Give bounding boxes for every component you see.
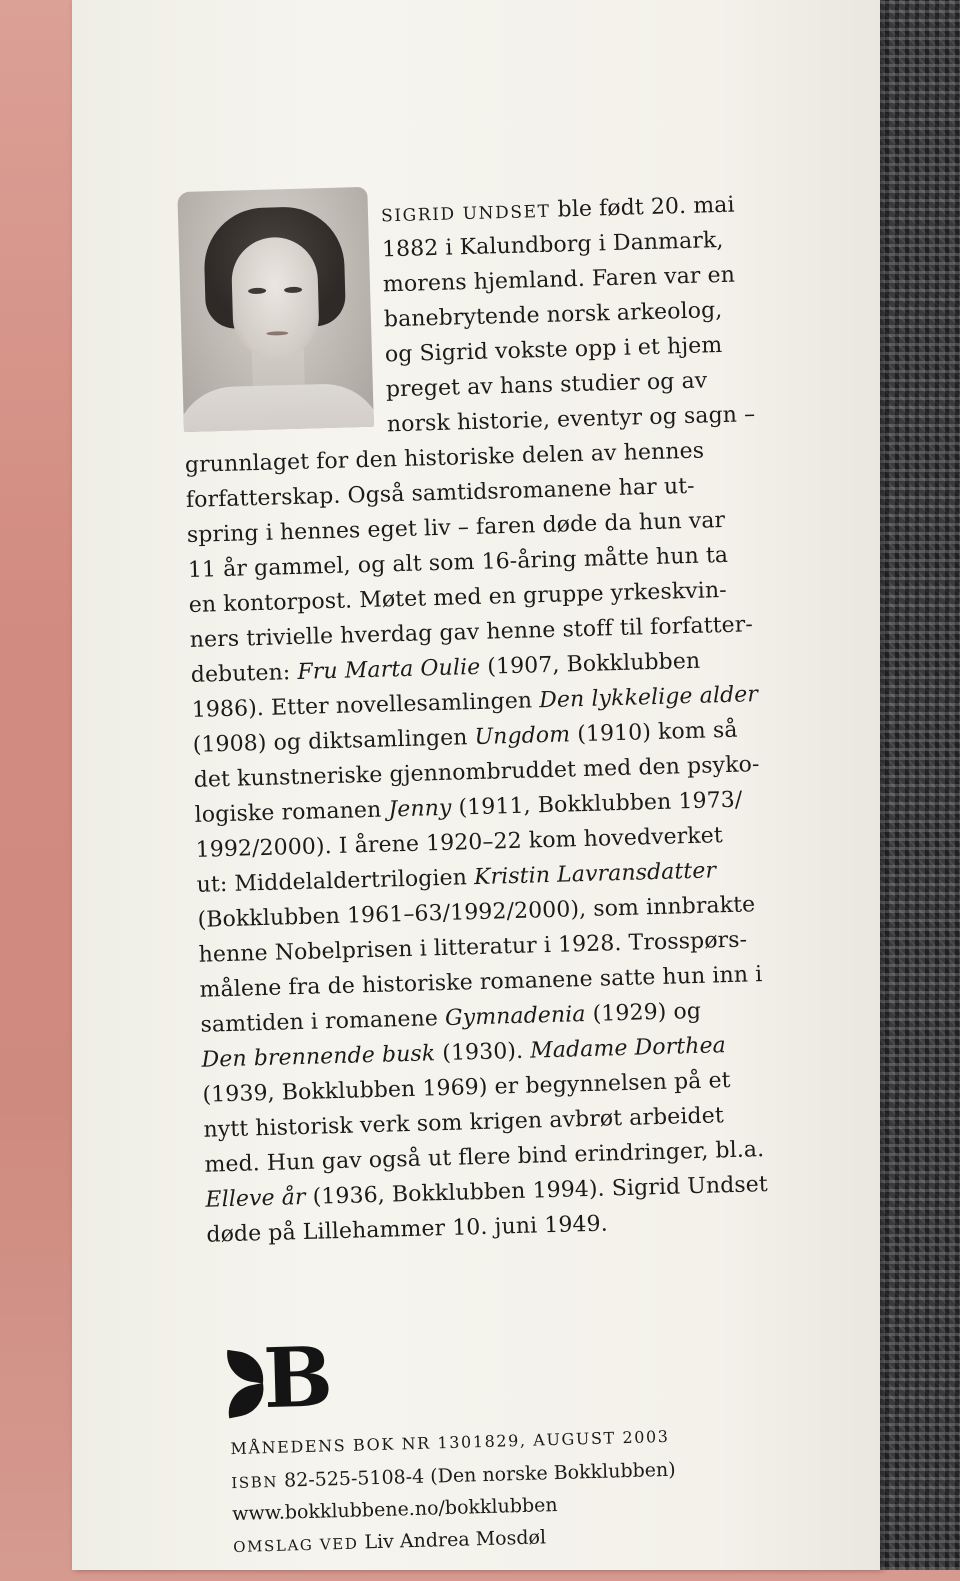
author-name: SIGRID UNDSET (380, 201, 551, 227)
bio-text: 1986). Etter novellesamlingen (191, 688, 540, 723)
logo-leaf-icon (223, 1350, 267, 1384)
bio-line-29 (205, 1172, 768, 1213)
logo-leaf-icon (224, 1383, 269, 1418)
author-portrait (177, 187, 374, 432)
isbn-line (231, 1459, 676, 1493)
book-number: MÅNEDENS BOK NR 1301829, AUGUST 2003 (230, 1426, 670, 1459)
bio-text: (1929) og (585, 998, 702, 1028)
website-url: www.bokklubbene.no/bokklubben (231, 1494, 558, 1526)
isbn-label: ISBN (231, 1472, 279, 1493)
bio-line-28: med. Hun gav også ut flere bind erindringer, bl.a. (204, 1137, 765, 1178)
bio-line-2: 1882 i Kalundborg i Danmark, (381, 227, 724, 263)
bio-line-5: og Sigrid vokste opp i et hjem (384, 332, 723, 368)
cover-artist: Liv Andrea Mosdøl (358, 1526, 547, 1554)
book-title: Madame Dorthea (529, 1033, 727, 1064)
bio-line-6: preget av hans studier og av (385, 368, 708, 403)
bio-line-1 (381, 193, 735, 228)
bio-text: (1936, Bokklubben 1994). Sigrid Undset (305, 1172, 769, 1210)
book-title: Fru Marta Oulie (297, 654, 481, 685)
bio-line-15 (191, 682, 758, 723)
bio-text: (1908) og diktsamlingen (192, 725, 475, 758)
book-title: Kristin Lavransdatter (473, 858, 717, 891)
bokklubben-logo (225, 1329, 335, 1428)
bio-line-14 (190, 649, 700, 688)
bio-line-4: banebrytende norsk arkeolog, (383, 297, 723, 333)
portrait-face (231, 236, 320, 358)
bio-text: samtiden i romanene (200, 1005, 446, 1038)
bio-line-9: forfatterskap. Også samtidsromanene har ut- (185, 473, 695, 513)
bio-line-25 (201, 1033, 726, 1073)
bio-line-8: grunnlaget for den historiske delen av hennes (184, 438, 705, 478)
book-title: Gymnadenia (444, 1002, 586, 1031)
bio-line-7: norsk historie, eventyr og sagn – (386, 402, 756, 438)
bio-text: ut: Middelaldertrilogien (196, 865, 475, 898)
bio-line-3: morens hjemland. Faren var en (382, 262, 736, 298)
bio-text: logiske romanen (194, 797, 389, 828)
book-title: Den lykkelige alder (538, 682, 759, 714)
bio-text: (1911, Bokklubben 1973/ (451, 787, 743, 821)
bio-line-21: (Bokklubben 1961–63/1992/2000), som innbrakte (197, 892, 756, 933)
flap-content (50, 0, 902, 1581)
bio-text: (1907, Bokklubben (479, 648, 701, 680)
bio-line-17: det kunstneriske gjennombruddet med den psyko- (193, 752, 760, 793)
book-title: Den brennende busk (201, 1041, 436, 1073)
bio-line-24 (200, 999, 701, 1038)
book-title: Elleve år (205, 1184, 306, 1213)
bio-text: debuten: (190, 659, 298, 688)
bio-line-22: henne Nobelprisen i litteratur i 1928. Trosspørs- (198, 927, 748, 968)
bio-line-16 (192, 718, 737, 758)
cover-credit (233, 1526, 546, 1557)
isbn-value: 82-525-5108-4 (Den norske Bokklubben) (277, 1458, 676, 1492)
bio-line-10: spring i hennes eget liv – faren døde da hun var (186, 507, 726, 548)
portrait-shoulders (177, 382, 374, 432)
bio-text: (1910) kom så (569, 717, 738, 748)
logo-letter: B (262, 1329, 335, 1428)
book-title: Jenny (388, 795, 452, 823)
bio-line-23: målene fra de historiske romanene satte hun inn i (199, 962, 763, 1003)
bio-line-30: døde på Lillehammer 10. juni 1949. (206, 1211, 609, 1248)
bio-text: ble født 20. mai (550, 192, 735, 223)
cover-label: OMSLAG VED (232, 1534, 359, 1557)
book-title: Ungdom (474, 722, 571, 751)
bio-line-27: nytt historisk verk som krigen avbrøt arbeidet (203, 1103, 725, 1143)
bio-text: (1930). (434, 1038, 531, 1067)
bio-line-13: ners trivielle hverdag gav henne stoff til forfatter- (189, 612, 754, 653)
bio-line-11: 11 år gammel, og alt som 16-åring måtte hun ta (187, 542, 729, 583)
bio-line-26: (1939, Bokklubben 1969) er begynnelsen på et (202, 1068, 731, 1108)
bio-line-20 (196, 858, 716, 897)
bio-line-12: en kontorpost. Møtet med en gruppe yrkeskvin- (188, 577, 728, 618)
bio-line-19: 1992/2000). I årene 1920–22 kom hovedverket (195, 823, 724, 863)
bio-line-18 (194, 788, 742, 828)
